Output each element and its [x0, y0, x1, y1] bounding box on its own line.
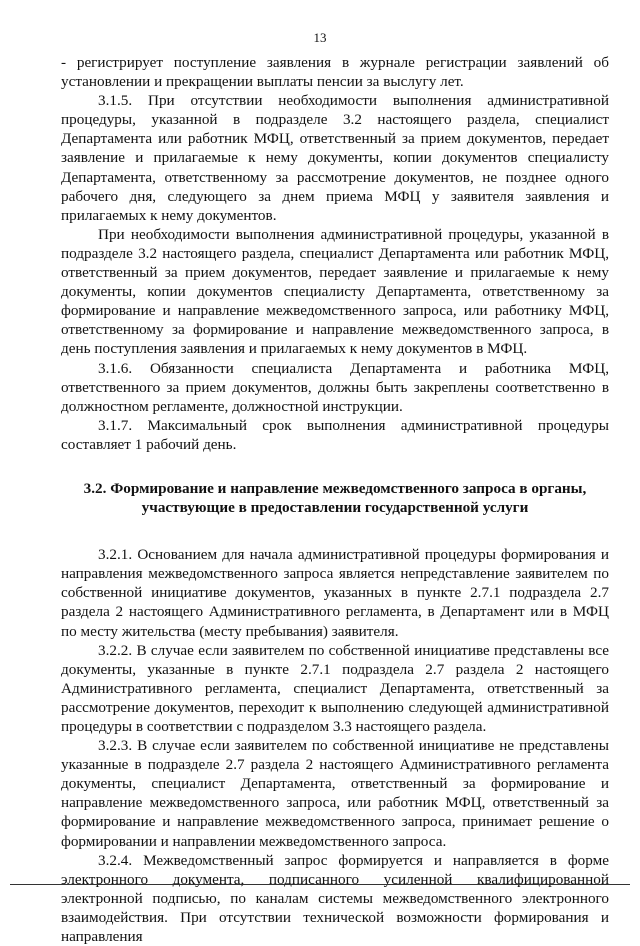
- paragraph-3-1-6: 3.1.6. Обязанности специалиста Департамента и работника МФЦ, ответственного за прием документов, должны быть закреплены соответственно в должностном регламенте, должностной инструкции.: [61, 359, 609, 415]
- paragraph-3-2-3: 3.2.3. В случае если заявителем по собственной инициативе не представлены указанные в подразделе 2.7 раздела 2 настоящего Административного регламента документы, специалист Департамента, ответственный за формирование и направление межведомственного запроса, или работник МФЦ, ответственный за формирование и направление межведомственного запроса, принимает решение о формировании и направлении межведомственного запроса.: [61, 737, 609, 850]
- paragraph-3-2-2: 3.2.2. В случае если заявителем по собственной инициативе представлены все документы, указанные в пункте 2.7.1 подраздела 2.7 раздела 2 настоящего Административного регламента, специалист Департамента, ответственный за рассмотрение документов, переходит к выполнению следующей административной процедуры в соответствии с подразделом 3.3 настоящего раздела.: [61, 641, 609, 735]
- paragraph-registers-application: - регистрирует поступление заявления в журнале регистрации заявлений об установлении и прекращении выплаты пенсии за выслугу лет.: [61, 54, 609, 91]
- paragraph-3-2-1: 3.2.1. Основанием для начала административной процедуры формирования и направления межведомственного запроса является непредставление заявителем по собственной инициативе документов, указанных в пункте 2.7.1 подраздела 2.7 раздела 2 настоящего Административного регламента, в Департамент или в МФЦ по месту жительства (месту пребывания) заявителя.: [61, 546, 609, 640]
- paragraph-3-2-4: 3.2.4. Межведомственный запрос формируется и направляется в форме электронного документа, подписанного усиленной квалифицированной электронной подписью, по каналам системы межведомственного электронного взаимодействия. При отсутствии технической возможности формирования и направления: [61, 851, 609, 946]
- page-number: 13: [313, 30, 327, 45]
- paragraph-interagency-necessity: При необходимости выполнения административной процедуры, указанной в подразделе 3.2 настоящего раздела, специалист Департамента или работник МФЦ, ответственный за прием документов, передает заявление и прилагаемые к нему документы, копии документов специалисту Департамента, ответственному за формирование и направление межведомственного запроса, или работнику МФЦ, ответственному за формирование и направление межведомственного запроса, в день поступления заявления и прилагаемых к нему документов в МФЦ.: [61, 225, 609, 358]
- document-body: [61, 53, 609, 946]
- paragraph-3-1-5: 3.1.5. При отсутствии необходимости выполнения административной процедуры, указанной в подразделе 3.2 настоящего раздела, специалист Департамента или работник МФЦ, ответственный за прием документов, передает заявление и прилагаемые к нему документы, копии документов специалисту Департамента, ответственному за рассмотрение документов, не позднее одного рабочего дня, следующего за днем приема МФЦ у заявителя заявления и прилагаемых к нему документов.: [61, 92, 609, 224]
- page-bottom-divider: [10, 884, 630, 885]
- section-heading-3-2: 3.2. Формирование и направление межведомственного запроса в органы, участвующие в предоставлении государственной услуги: [83, 479, 587, 517]
- paragraph-3-1-7: 3.1.7. Максимальный срок выполнения административной процедуры составляет 1 рабочий день.: [61, 416, 609, 453]
